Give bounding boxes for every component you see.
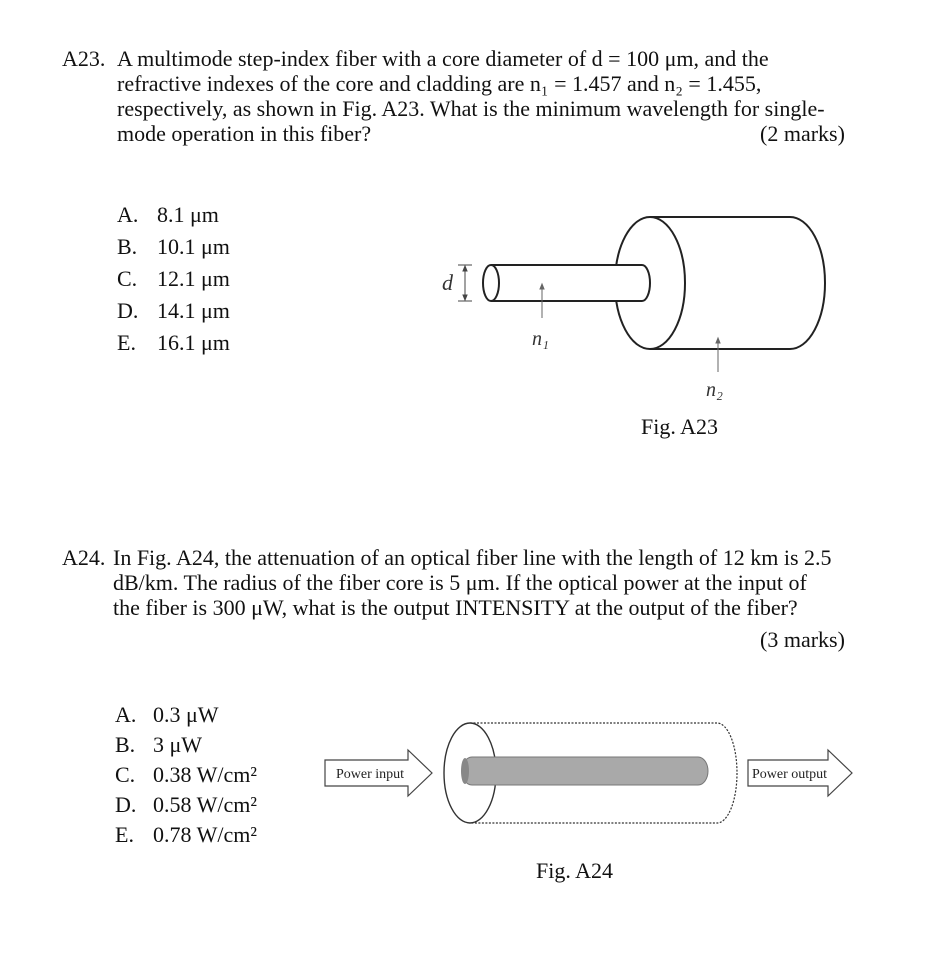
question-line: refractive indexes of the core and cladding are n₁ = 1.457 and n₂ = 1.455, <box>117 71 762 96</box>
question-line: mode operation in this fiber? <box>117 121 372 146</box>
cladding-index-label: n₂ <box>706 379 723 401</box>
figure-caption: Fig. A23 <box>641 414 719 439</box>
option-e[interactable]: E. 16.1 μm <box>117 330 230 355</box>
core-index-label: n₁ <box>532 328 549 350</box>
option-c[interactable]: C. 12.1 μm <box>117 266 230 291</box>
core-end-face <box>461 758 469 784</box>
option-c[interactable]: C. 0.38 W/cm² <box>115 762 257 787</box>
figure-caption: Fig. A24 <box>536 858 614 883</box>
core-end-face <box>483 265 499 301</box>
marks-label: (3 marks) <box>760 627 845 652</box>
question-number: A24. <box>62 545 106 570</box>
question-line: respectively, as shown in Fig. A23. What is the minimum wavelength for single- <box>117 96 825 121</box>
question-line: dB/km. The radius of the fiber core is 5 μm. If the optical power at the input of <box>113 570 807 595</box>
question-text <box>113 545 850 620</box>
diameter-label: d <box>442 270 453 295</box>
option-d[interactable]: D. 0.58 W/cm² <box>115 792 257 817</box>
fiber-diagram-a24 <box>320 710 860 835</box>
option-d[interactable]: D. 14.1 μm <box>117 298 230 323</box>
answer-options <box>115 700 257 850</box>
question-line: A multimode step-index fiber with a core diameter of d = 100 μm, and the <box>117 46 769 71</box>
question-number: A23. <box>62 46 106 71</box>
option-a[interactable]: A. 0.3 μW <box>115 702 219 727</box>
question-text <box>117 46 850 146</box>
option-b[interactable]: B. 10.1 μm <box>117 234 230 259</box>
option-e[interactable]: E. 0.78 W/cm² <box>115 822 257 847</box>
option-b[interactable]: B. 3 μW <box>115 732 203 757</box>
fiber-diagram-a23 <box>420 200 850 410</box>
question-line: the fiber is 300 μW, what is the output INTENSITY at the output of the fiber? <box>113 595 798 620</box>
answer-options <box>117 199 230 359</box>
option-a[interactable]: A. 8.1 μm <box>117 202 219 227</box>
core-outline <box>491 265 650 301</box>
marks-label: (2 marks) <box>760 121 845 146</box>
power-output-label: Power output <box>752 767 828 782</box>
fiber-core <box>462 757 708 785</box>
power-input-label: Power input <box>336 767 405 782</box>
question-line: In Fig. A24, the attenuation of an optical fiber line with the length of 12 km is 2.5 <box>113 545 832 570</box>
